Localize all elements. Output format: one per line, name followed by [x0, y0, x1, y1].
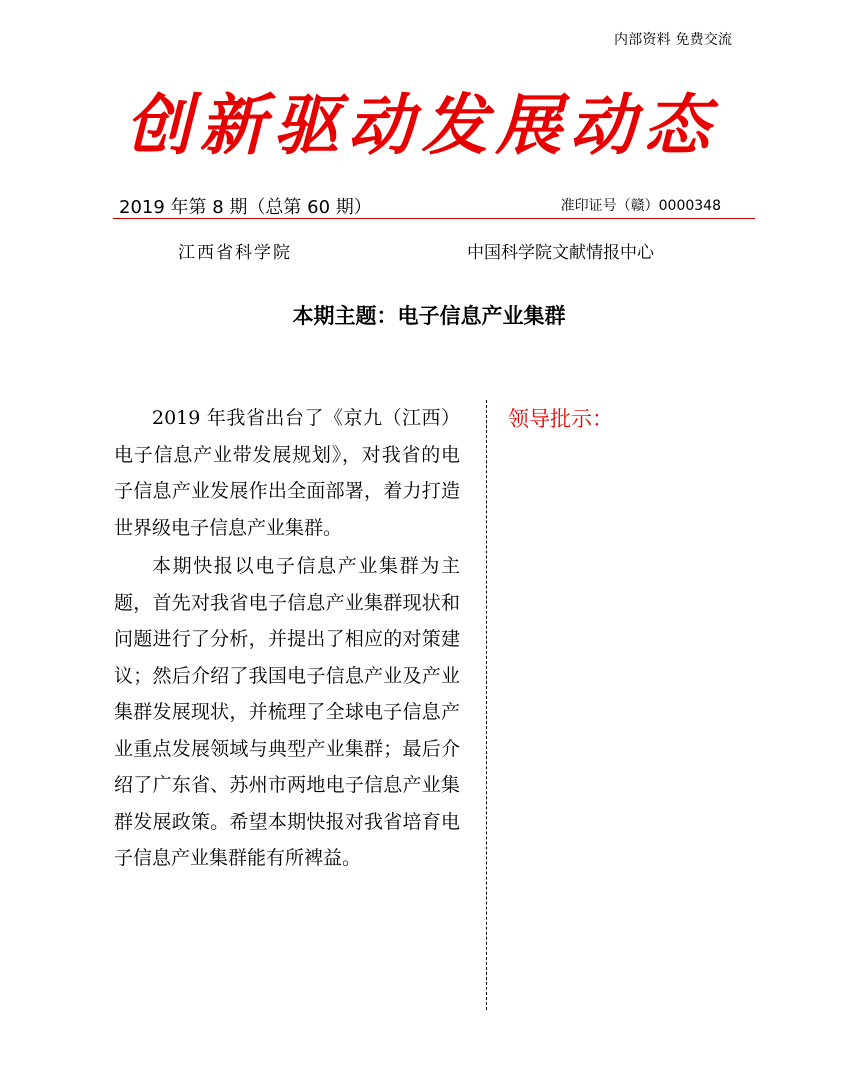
- co-publisher-org: 中国科学院文献情报中心: [467, 243, 654, 263]
- masthead-title: 创新驱动发展动态: [125, 86, 718, 164]
- permit-number: 准印证号（赣）0000348: [560, 198, 721, 214]
- header-rule: [113, 218, 755, 219]
- issue-theme: 本期主题：电子信息产业集群: [292, 304, 566, 328]
- leader-comment-label: 领导批示：: [508, 407, 613, 431]
- intro-paragraph: 2019 年我省出台了《京九（江西）电子信息产业带发展规划》，对我省的电子信息产业发展作出全面部署，着力打造世界级电子信息产业集群。: [114, 407, 460, 539]
- intro-text: [114, 400, 460, 879]
- issue-number: 2019 年第 8 期（总第 60 期）: [119, 197, 372, 218]
- intro-paragraph: 本期快报以电子信息产业集群为主题，首先对我省电子信息产业集群现状和问题进行了分析，并提出了相应的对策建议；然后介绍了我国电子信息产业及产业集群发展现状，并梳理了全球电子信息产业重点发展领域与典型产业集群；最后介绍了广东省、苏州市两地电子信息产业集群发展政策。希望本期快报对我省培育电子信息产业集群能有所裨益。: [114, 555, 460, 869]
- publisher-org: 江西省科学院: [178, 243, 292, 263]
- column-divider: [486, 400, 487, 1010]
- distribution-tag: 内部资料 免费交流: [614, 32, 733, 48]
